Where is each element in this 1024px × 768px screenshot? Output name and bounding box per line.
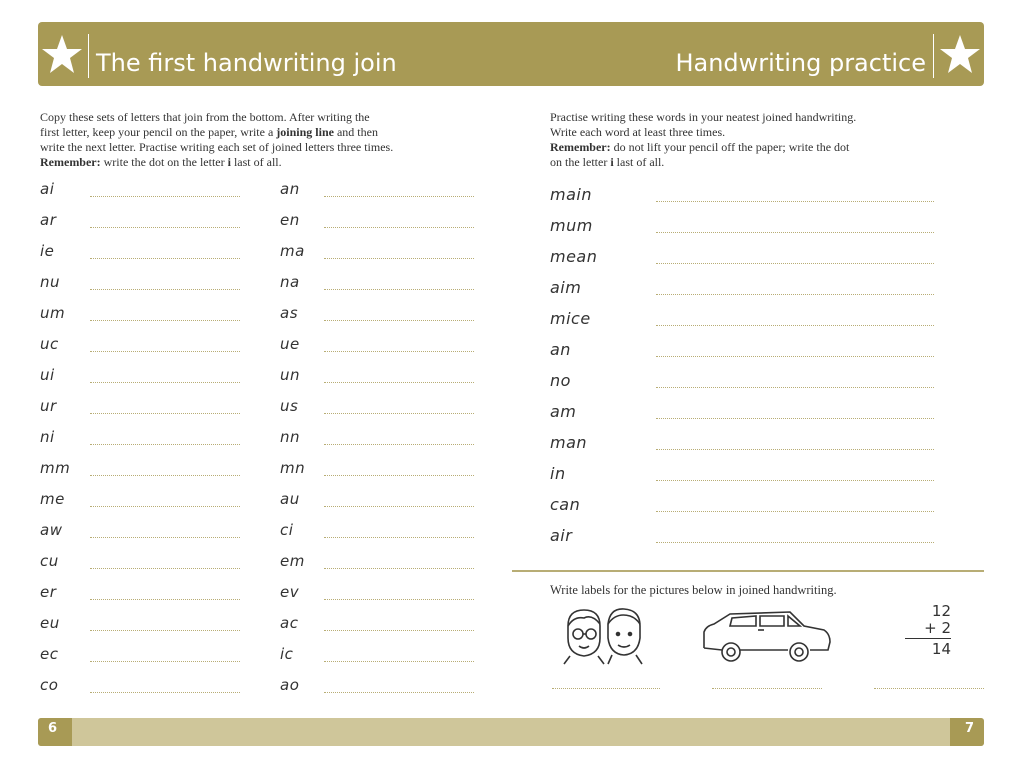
practice-row: [550, 369, 934, 400]
practice-word: air: [550, 526, 573, 545]
practice-row: [280, 612, 474, 643]
writing-line[interactable]: [324, 692, 474, 693]
practice-row: [40, 395, 240, 426]
practice-row: [40, 643, 240, 674]
writing-line[interactable]: [324, 599, 474, 600]
practice-row: [280, 426, 474, 457]
practice-row: [40, 550, 240, 581]
letter-set-column-2: [280, 178, 474, 705]
instruction-text: Copy these sets of letters that join from the bottom. After writing the: [40, 110, 370, 124]
writing-line[interactable]: [324, 444, 474, 445]
practice-word: mm: [40, 459, 71, 477]
header-band: [38, 22, 984, 86]
practice-row: [280, 643, 474, 674]
practice-row: [280, 488, 474, 519]
practice-word: uc: [40, 335, 59, 353]
sum-top: 12: [931, 602, 951, 620]
practice-word: um: [40, 304, 66, 322]
writing-line[interactable]: [90, 661, 240, 662]
writing-line[interactable]: [90, 227, 240, 228]
page-number-right: 7: [950, 718, 984, 746]
practice-word: ui: [40, 366, 55, 384]
boys-picture: [560, 604, 650, 666]
instruction-line: [550, 110, 970, 125]
practice-word: au: [280, 490, 300, 508]
writing-line[interactable]: [90, 444, 240, 445]
practice-row: [550, 431, 934, 462]
practice-row: [280, 333, 474, 364]
practice-row: [550, 183, 934, 214]
practice-word: ma: [280, 242, 305, 260]
practice-row: [550, 307, 934, 338]
star-icon: [40, 32, 84, 76]
writing-line[interactable]: [90, 258, 240, 259]
practice-row: [550, 493, 934, 524]
instruction-line: [40, 155, 480, 170]
writing-line[interactable]: [90, 320, 240, 321]
writing-line[interactable]: [90, 289, 240, 290]
practice-row: [40, 426, 240, 457]
letter-set-column-1: [40, 178, 240, 705]
writing-line[interactable]: [324, 351, 474, 352]
practice-word: ic: [280, 645, 294, 663]
practice-word: in: [550, 464, 566, 483]
practice-word: mean: [550, 247, 598, 266]
practice-row: [40, 612, 240, 643]
writing-line[interactable]: [324, 289, 474, 290]
instruction-bold: Remember:: [40, 155, 101, 169]
practice-row: [280, 550, 474, 581]
practice-word: ec: [40, 645, 59, 663]
practice-word: am: [550, 402, 577, 421]
practice-word: em: [280, 552, 305, 570]
practice-row: [40, 178, 240, 209]
writing-line[interactable]: [90, 537, 240, 538]
practice-word: me: [40, 490, 65, 508]
instruction-bold: joining line: [276, 125, 334, 139]
practice-row: [40, 457, 240, 488]
writing-line[interactable]: [656, 232, 934, 233]
practice-word: ni: [40, 428, 55, 446]
instruction-text: last of all.: [230, 155, 282, 169]
writing-line[interactable]: [90, 692, 240, 693]
practice-row: [280, 395, 474, 426]
practice-row: [550, 524, 934, 555]
practice-word: mice: [550, 309, 591, 328]
practice-row: [550, 245, 934, 276]
practice-word: cu: [40, 552, 59, 570]
practice-row: [280, 240, 474, 271]
practice-word: ac: [280, 614, 299, 632]
writing-line[interactable]: [656, 480, 934, 481]
writing-line[interactable]: [656, 449, 934, 450]
writing-line[interactable]: [324, 196, 474, 197]
word-practice-column: [550, 183, 934, 555]
writing-line[interactable]: [90, 351, 240, 352]
practice-word: an: [280, 180, 300, 198]
practice-word: er: [40, 583, 57, 601]
practice-word: un: [280, 366, 301, 384]
practice-word: eu: [40, 614, 60, 632]
section-divider: [512, 570, 984, 572]
sum-middle: + 2: [924, 619, 951, 637]
practice-row: [40, 240, 240, 271]
instruction-line: [40, 110, 480, 125]
page-title-right: Handwriting practice: [675, 49, 926, 77]
instruction-text: write the dot on the letter: [100, 155, 228, 169]
writing-line[interactable]: [656, 356, 934, 357]
writing-line[interactable]: [90, 506, 240, 507]
practice-word: ao: [280, 676, 300, 694]
practice-row: [280, 302, 474, 333]
practice-word: us: [280, 397, 299, 415]
practice-word: mum: [550, 216, 593, 235]
writing-line[interactable]: [656, 511, 934, 512]
writing-line[interactable]: [656, 325, 934, 326]
writing-line[interactable]: [324, 475, 474, 476]
practice-row: [280, 178, 474, 209]
practice-word: aw: [40, 521, 63, 539]
writing-line[interactable]: [324, 661, 474, 662]
writing-line[interactable]: [90, 196, 240, 197]
writing-line[interactable]: [90, 568, 240, 569]
writing-line[interactable]: [656, 294, 934, 295]
sum-result: 14: [931, 640, 951, 658]
instruction-line: [550, 125, 970, 140]
practice-row: [280, 674, 474, 705]
left-instructions: [40, 110, 480, 170]
practice-row: [40, 519, 240, 550]
practice-row: [280, 209, 474, 240]
sum-picture: [905, 603, 951, 658]
header-divider: [88, 34, 89, 78]
instruction-text: Practise writing these words in your neatest joined handwriting.: [550, 110, 857, 124]
practice-word: ur: [40, 397, 57, 415]
practice-row: [550, 338, 934, 369]
practice-word: aim: [550, 278, 582, 297]
writing-line[interactable]: [324, 568, 474, 569]
practice-row: [550, 276, 934, 307]
writing-line[interactable]: [656, 201, 934, 202]
instruction-line: [40, 140, 480, 155]
practice-row: [280, 519, 474, 550]
car-picture: [700, 608, 832, 666]
practice-word: nn: [280, 428, 301, 446]
label-answer-line[interactable]: [552, 688, 660, 689]
practice-row: [40, 581, 240, 612]
writing-line[interactable]: [90, 630, 240, 631]
practice-row: [40, 271, 240, 302]
instruction-text: last of all.: [613, 155, 665, 169]
instruction-text: first letter, keep your pencil on the paper, write a: [40, 125, 277, 139]
writing-line[interactable]: [90, 475, 240, 476]
writing-line[interactable]: [656, 263, 934, 264]
writing-line[interactable]: [656, 542, 934, 543]
practice-row: [550, 462, 934, 493]
instruction-bold: i: [610, 155, 614, 169]
practice-row: [280, 581, 474, 612]
labels-instruction: Write labels for the pictures below in joined handwriting.: [550, 583, 837, 597]
practice-word: ar: [40, 211, 57, 229]
instruction-bold: Remember:: [550, 140, 611, 154]
practice-word: ai: [40, 180, 55, 198]
sum-bar: [905, 638, 951, 639]
practice-row: [40, 674, 240, 705]
instruction-text: do not lift your pencil off the paper; write the dot: [610, 140, 850, 154]
practice-word: ie: [40, 242, 55, 260]
instruction-text: on the letter: [550, 155, 611, 169]
practice-word: main: [550, 185, 592, 204]
practice-word: can: [550, 495, 581, 514]
writing-line[interactable]: [90, 599, 240, 600]
writing-line[interactable]: [656, 418, 934, 419]
practice-word: co: [40, 676, 59, 694]
page-title-left: The first handwriting join: [96, 49, 397, 77]
writing-line[interactable]: [324, 506, 474, 507]
writing-line[interactable]: [324, 413, 474, 414]
page-number-left: 6: [38, 718, 72, 746]
right-instructions: [550, 110, 970, 170]
label-answer-line[interactable]: [712, 688, 822, 689]
writing-line[interactable]: [324, 382, 474, 383]
practice-row: [40, 488, 240, 519]
practice-row: [550, 214, 934, 245]
star-icon: [938, 32, 982, 76]
practice-word: na: [280, 273, 300, 291]
instruction-line: [550, 140, 970, 155]
writing-line[interactable]: [324, 258, 474, 259]
practice-row: [40, 302, 240, 333]
practice-word: no: [550, 371, 571, 390]
practice-word: en: [280, 211, 300, 229]
practice-word: mn: [280, 459, 306, 477]
header-divider: [933, 34, 934, 78]
writing-line[interactable]: [324, 630, 474, 631]
instruction-bold: i: [227, 155, 231, 169]
practice-word: nu: [40, 273, 61, 291]
practice-word: ev: [280, 583, 300, 601]
instruction-text: and then: [333, 125, 378, 139]
writing-line[interactable]: [324, 320, 474, 321]
writing-line[interactable]: [324, 537, 474, 538]
instruction-text: write the next letter. Practise writing each set of joined letters three times.: [40, 140, 394, 154]
instruction-line: [40, 125, 480, 140]
practice-row: [280, 271, 474, 302]
practice-word: as: [280, 304, 299, 322]
practice-row: [280, 457, 474, 488]
practice-row: [280, 364, 474, 395]
footer-band: [38, 718, 984, 746]
label-answer-line[interactable]: [874, 688, 984, 689]
practice-row: [40, 209, 240, 240]
practice-word: an: [550, 340, 571, 359]
instruction-line: [550, 155, 970, 170]
writing-line[interactable]: [90, 382, 240, 383]
practice-word: man: [550, 433, 588, 452]
practice-word: ci: [280, 521, 294, 539]
writing-line[interactable]: [90, 413, 240, 414]
writing-line[interactable]: [324, 227, 474, 228]
writing-line[interactable]: [656, 387, 934, 388]
practice-row: [550, 400, 934, 431]
instruction-text: Write each word at least three times.: [550, 125, 726, 139]
practice-word: ue: [280, 335, 300, 353]
practice-row: [40, 364, 240, 395]
practice-row: [40, 333, 240, 364]
